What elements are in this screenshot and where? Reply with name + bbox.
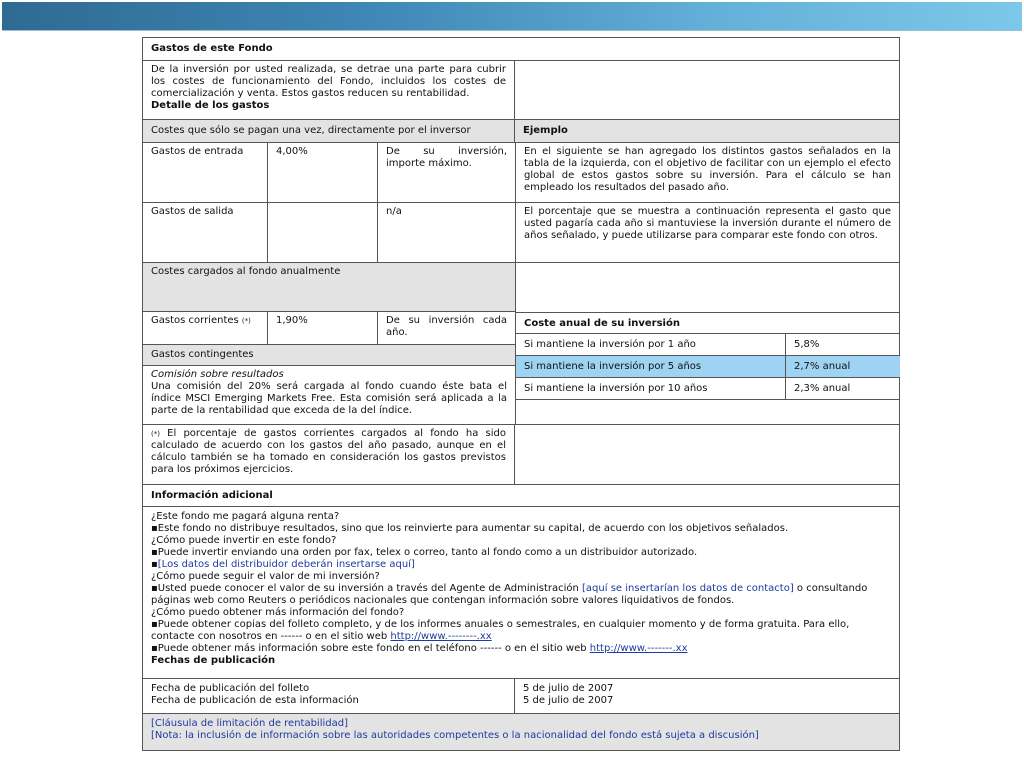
nota-empty-cell [515,425,899,484]
info-question: ¿Cómo puede seguir el valor de mi inversión? [151,571,380,582]
fechas-values [515,679,899,713]
clausula-text: [Cláusula de limitación de rentabilidad] [151,718,348,729]
gastos-salida-cells [143,203,516,262]
info-question: ¿Cómo puede invertir en este fondo? [151,535,337,546]
gastos-entrada-cells [143,143,516,202]
coste-row-value: 2,3% anual [794,383,851,394]
coste-row-value: 2,7% anual [794,361,851,372]
info-body-row [143,507,899,679]
page-title: Gastos de este Fondo [151,43,273,54]
nota-cell [143,425,515,484]
gastos-corrientes-mark: (*) [241,317,251,325]
fechas-labels [143,679,515,713]
gastos-salida-note: n/a [386,206,402,217]
clausula-cell [143,714,899,750]
slide-header-bar [2,2,1022,31]
website-link[interactable]: http://www.-------.xx [589,643,688,654]
coste-row-highlighted [516,356,900,378]
comision-text: Una comisión del 20% será cargada al fondo cuando éste bata el índice MSCI Emerging Markets Free. Esta comisión será aplicada a la parte de la rentabilidad que exceda de la del índice. [151,381,507,416]
nota-final-text: [Nota: la inclusión de información sobre las autoridades competentes o la nacionalidad del fondo está sujeta a discusión] [151,730,759,741]
coste-anual-spacer [516,263,900,313]
fecha-info-label: Fecha de publicación de esta información [151,695,359,706]
info-question: ¿Este fondo me pagará alguna renta? [151,511,340,522]
website-link[interactable]: http://www.--------.xx [390,631,492,642]
intro-cell [143,61,515,119]
gastos-corrientes-note: De su inversión cada año. [386,315,507,338]
gastos-corrientes-label: Gastos corrientes (*) [143,312,268,344]
coste-anual-table [516,334,900,400]
detalle-title: Detalle de los gastos [151,100,270,111]
comision-cell [143,366,515,424]
fechas-header: Fechas de publicación [151,655,276,666]
costes-anuales-block [143,263,899,425]
intro-row [143,61,899,120]
title-row [143,38,899,61]
info-answer: ▪Este fondo no distribuye resultados, sino que los reinvierte para aumentar su capital, de acuerdo con los objetivos señalados. [151,523,789,534]
coste-anual-bottom-spacer [516,400,900,424]
info-answer: ▪Puede obtener copias del folleto completo, y de los informes anuales o semestrales, en cualquier momento y de forma gratuita. Para ello, contacte con nosotros en ------ o en el sitio web http://www.--------.xx [151,619,850,642]
nota-text: El porcentaje de gastos corrientes cargados al fondo ha sido calculado de acuerdo con los gastos del año pasado, aunque en el cálculo también se ha tomado en consideración los gastos previstos para los próximos ejercicios. [151,428,506,475]
coste-row-label: Si mantiene la inversión por 10 años [516,378,786,399]
gastos-contingentes-header: Gastos contingentes [143,345,515,366]
gastos-salida-value [268,203,378,262]
nota-row [143,425,899,485]
coste-row-label: Si mantiene la inversión por 1 año [516,334,786,355]
coste-anual-right [516,263,900,424]
gastos-entrada-row [143,143,899,203]
info-header: Información adicional [151,490,273,501]
ejemplo-text-2: El porcentaje que se muestra a continuación representa el gasto que usted pagaría cada año si mantuviese la inversión durante el número de años señalado, y puede utilizarse para comparar este fondo con otros. [524,206,891,241]
info-body [143,507,899,678]
clausula-row [143,714,899,750]
info-question: ¿Cómo puedo obtener más información del fondo? [151,607,405,618]
ejemplo-header: Ejemplo [515,120,899,142]
fecha-folleto-label: Fecha de publicación del folleto [151,683,310,694]
info-answer: ▪Puede obtener más información sobre este fondo en el teléfono ------ o en el sitio web http://www.-------.xx [151,643,688,654]
fecha-folleto-value: 5 de julio de 2007 [523,683,614,694]
coste-anual-header: Coste anual de su inversión [516,313,900,334]
intro-text: De la inversión por usted realizada, se detrae una parte para cubrir los costes de funcionamiento del Fondo, incluidos los costes de comercialización y venta. Estos gastos reducen su rentabilidad. [151,64,506,99]
gastos-salida-row [143,203,899,263]
gastos-corrientes-row [143,312,515,345]
fecha-info-value: 5 de julio de 2007 [523,695,614,706]
costes-anuales-header: Costes cargados al fondo anualmente [143,263,515,312]
info-header-row [143,485,899,507]
gastos-corrientes-value: 1,90% [268,312,378,344]
info-answer: ▪Usted puede conocer el valor de su inversión a través del Agente de Administración [aquí se insertarían los datos de contacto] o consultando páginas web como Reuters o periódicos nacionales que contengan información sobre valores liquidativos de fondos. [151,583,868,606]
nota-mark: (*) [151,430,160,438]
info-answer-distribuidor: ▪[Los datos del distribuidor deberán insertarse aquí] [151,559,415,570]
coste-row-label: Si mantiene la inversión por 5 años [516,356,786,377]
coste-row [516,334,900,356]
costes-anuales-left [143,263,516,424]
distribuidor-placeholder: [Los datos del distribuidor deberán insertarse aquí] [157,559,415,570]
comision-title: Comisión sobre resultados [151,369,284,380]
fund-costs-document [142,37,900,751]
info-answer: ▪Puede invertir enviando una orden por fax, telex o correo, tanto al fondo como a un distribuidor autorizado. [151,547,698,558]
costes-unica-header: Costes que sólo se pagan una vez, directamente por el inversor [143,120,515,142]
intro-empty-cell [515,61,899,119]
gastos-entrada-note: De su inversión, importe máximo. [386,146,507,169]
fechas-row [143,679,899,714]
gastos-entrada-label: Gastos de entrada [143,143,268,202]
gastos-entrada-value: 4,00% [268,143,378,202]
gastos-salida-label: Gastos de salida [143,203,268,262]
coste-row [516,378,900,399]
section-header-row [143,120,899,143]
ejemplo-text-1: En el siguiente se han agregado los distintos gastos señalados en la tabla de la izquierda, con el objetivo de facilitar con un ejemplo el efecto global de estos gastos sobre su inversión. Para el cálculo se han empleado los resultados del pasado año. [524,146,891,193]
contacto-placeholder: [aquí se insertarían los datos de contacto] [582,583,794,594]
coste-row-value: 5,8% [794,339,820,350]
